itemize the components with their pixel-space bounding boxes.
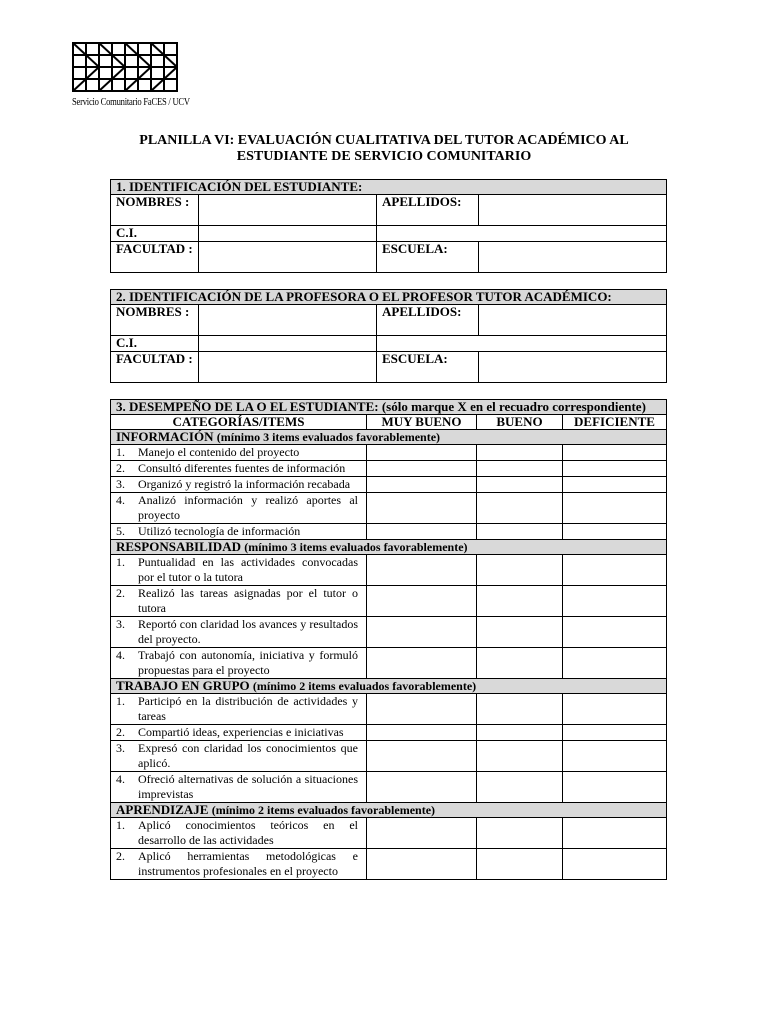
- rating-cell-deficiente[interactable]: [563, 818, 667, 849]
- rating-cell-deficiente[interactable]: [563, 477, 667, 493]
- rating-cell-deficiente[interactable]: [563, 725, 667, 741]
- category-note: (mínimo 3 items evaluados favorablemente): [216, 430, 441, 444]
- evaluation-item-row: [111, 477, 667, 493]
- evaluation-item: [111, 617, 367, 648]
- category-row: [111, 803, 667, 818]
- item-text: Ofreció alternativas de solución a situaciones imprevistas: [138, 772, 358, 801]
- evaluation-item: [111, 461, 367, 477]
- item-number: 2.: [116, 586, 125, 600]
- item-number: 4.: [116, 772, 125, 786]
- evaluation-item: [111, 586, 367, 617]
- rating-cell-muy-bueno[interactable]: [367, 524, 477, 540]
- student-escuela-label: ESCUELA:: [377, 242, 479, 273]
- tutor-ci-label: C.I.: [111, 336, 199, 352]
- section-1-heading: 1. IDENTIFICACIÓN DEL ESTUDIANTE:: [111, 180, 667, 195]
- logo-grid-icon: [72, 42, 178, 94]
- rating-cell-muy-bueno[interactable]: [367, 493, 477, 524]
- evaluation-item: [111, 772, 367, 803]
- student-apellidos-label: APELLIDOS:: [377, 195, 479, 226]
- column-header-muy-bueno: MUY BUENO: [367, 415, 477, 430]
- column-header-categorias: CATEGORÍAS/ITEMS: [111, 415, 367, 430]
- rating-cell-deficiente[interactable]: [563, 648, 667, 679]
- rating-cell-bueno[interactable]: [477, 445, 563, 461]
- tutor-ci-blank: [377, 336, 667, 352]
- tutor-identification-table: [110, 289, 667, 383]
- item-number: 2.: [116, 725, 125, 739]
- tutor-ci-field[interactable]: [199, 336, 377, 352]
- item-number: 2.: [116, 461, 125, 475]
- rating-cell-muy-bueno[interactable]: [367, 477, 477, 493]
- rating-cell-deficiente[interactable]: [563, 741, 667, 772]
- category-name: RESPONSABILIDAD: [116, 539, 241, 554]
- student-ci-field[interactable]: [199, 226, 377, 242]
- rating-cell-muy-bueno[interactable]: [367, 694, 477, 725]
- evaluation-item: [111, 493, 367, 524]
- category-row: [111, 679, 667, 694]
- tutor-escuela-label: ESCUELA:: [377, 352, 479, 383]
- evaluation-item-row: [111, 555, 667, 586]
- rating-cell-deficiente[interactable]: [563, 586, 667, 617]
- evaluation-item: [111, 477, 367, 493]
- rating-cell-deficiente[interactable]: [563, 461, 667, 477]
- column-header-deficiente: DEFICIENTE: [563, 415, 667, 430]
- rating-cell-bueno[interactable]: [477, 555, 563, 586]
- rating-cell-deficiente[interactable]: [563, 524, 667, 540]
- evaluation-item-row: [111, 648, 667, 679]
- tutor-nombres-label: NOMBRES :: [111, 305, 199, 336]
- category-heading: [111, 679, 667, 694]
- category-heading: [111, 803, 667, 818]
- item-text: Trabajó con autonomía, iniciativa y formuló propuestas para el proyecto: [138, 648, 358, 677]
- student-facultad-field[interactable]: [199, 242, 377, 273]
- evaluation-item-row: [111, 694, 667, 725]
- evaluation-item: [111, 849, 367, 880]
- rating-cell-muy-bueno[interactable]: [367, 741, 477, 772]
- student-ci-blank: [377, 226, 667, 242]
- rating-cell-muy-bueno[interactable]: [367, 725, 477, 741]
- evaluation-item: [111, 445, 367, 461]
- rating-cell-bueno[interactable]: [477, 586, 563, 617]
- item-text: Reportó con claridad los avances y resultados del proyecto.: [138, 617, 358, 646]
- rating-cell-muy-bueno[interactable]: [367, 461, 477, 477]
- category-note: (mínimo 2 items evaluados favorablemente): [211, 803, 436, 817]
- evaluation-item: [111, 741, 367, 772]
- rating-cell-deficiente[interactable]: [563, 694, 667, 725]
- tutor-apellidos-field[interactable]: [479, 305, 667, 336]
- category-name: TRABAJO EN GRUPO: [116, 678, 250, 693]
- rating-cell-deficiente[interactable]: [563, 772, 667, 803]
- title-line-1: PLANILLA VI: EVALUACIÓN CUALITATIVA DEL TUTOR ACADÉMICO AL: [139, 133, 629, 148]
- student-nombres-field[interactable]: [199, 195, 377, 226]
- rating-cell-bueno[interactable]: [477, 524, 563, 540]
- category-row: [111, 430, 667, 445]
- category-note: (mínimo 2 items evaluados favorablemente): [252, 679, 477, 693]
- item-number: 3.: [116, 477, 125, 491]
- evaluation-item-row: [111, 725, 667, 741]
- item-text: Utilizó tecnología de información: [138, 524, 301, 538]
- item-number: 3.: [116, 617, 125, 631]
- tutor-facultad-field[interactable]: [199, 352, 377, 383]
- rating-cell-bueno[interactable]: [477, 477, 563, 493]
- evaluation-item-row: [111, 524, 667, 540]
- rating-cell-deficiente[interactable]: [563, 555, 667, 586]
- item-text: Aplicó conocimientos teóricos en el desarrollo de las actividades: [138, 818, 358, 847]
- item-number: 3.: [116, 741, 125, 755]
- category-note: (mínimo 3 items evaluados favorablemente): [244, 540, 468, 554]
- item-number: 5.: [116, 524, 125, 538]
- section-2-heading: 2. IDENTIFICACIÓN DE LA PROFESORA O EL PROFESOR TUTOR ACADÉMICO:: [111, 290, 667, 305]
- rating-cell-muy-bueno[interactable]: [367, 818, 477, 849]
- item-text: Aplicó herramientas metodológicas e instrumentos profesionales en el proyecto: [138, 849, 358, 878]
- rating-cell-muy-bueno[interactable]: [367, 555, 477, 586]
- column-header-bueno: BUENO: [477, 415, 563, 430]
- student-facultad-label: FACULTAD :: [111, 242, 199, 273]
- item-text: Puntualidad en las actividades convocadas por el tutor o la tutora: [138, 555, 358, 584]
- category-heading: [111, 540, 667, 555]
- student-ci-label: C.I.: [111, 226, 199, 242]
- evaluation-item: [111, 524, 367, 540]
- category-name: INFORMACIÓN: [116, 429, 214, 444]
- evaluation-item-row: [111, 617, 667, 648]
- item-text: Expresó con claridad los conocimientos que aplicó.: [138, 741, 358, 770]
- evaluation-item: [111, 555, 367, 586]
- evaluation-item: [111, 694, 367, 725]
- rating-cell-bueno[interactable]: [477, 772, 563, 803]
- evaluation-item-row: [111, 586, 667, 617]
- item-text: Participó en la distribución de actividades y tareas: [138, 694, 358, 723]
- student-escuela-field[interactable]: [479, 242, 667, 273]
- item-number: 1.: [116, 818, 125, 832]
- rating-cell-bueno[interactable]: [477, 617, 563, 648]
- item-number: 4.: [116, 493, 125, 507]
- rating-cell-deficiente[interactable]: [563, 445, 667, 461]
- document-title: [110, 133, 658, 165]
- item-text: Compartió ideas, experiencias e iniciativas: [138, 725, 344, 739]
- rating-cell-bueno[interactable]: [477, 849, 563, 880]
- rating-cell-deficiente[interactable]: [563, 617, 667, 648]
- title-line-2: ESTUDIANTE DE SERVICIO COMUNITARIO: [236, 149, 532, 164]
- item-text: Analizó información y realizó aportes al proyecto: [138, 493, 358, 522]
- rating-cell-bueno[interactable]: [477, 694, 563, 725]
- item-text: Realizó las tareas asignadas por el tutor o tutora: [138, 586, 358, 615]
- rating-cell-bueno[interactable]: [477, 741, 563, 772]
- evaluation-item-row: [111, 461, 667, 477]
- rating-cell-bueno[interactable]: [477, 648, 563, 679]
- category-row: [111, 540, 667, 555]
- item-number: 4.: [116, 648, 125, 662]
- rating-cell-deficiente[interactable]: [563, 493, 667, 524]
- rating-cell-muy-bueno[interactable]: [367, 772, 477, 803]
- category-name: APRENDIZAJE: [116, 802, 209, 817]
- evaluation-item-row: [111, 445, 667, 461]
- item-number: 1.: [116, 555, 125, 569]
- section-3-heading: 3. DESEMPEÑO DE LA O EL ESTUDIANTE: (sólo marque X en el recuadro correspondiente): [111, 400, 667, 415]
- item-number: 1.: [116, 445, 125, 459]
- faces-logo: [72, 42, 178, 94]
- rating-cell-deficiente[interactable]: [563, 849, 667, 880]
- evaluation-item: [111, 725, 367, 741]
- rating-cell-muy-bueno[interactable]: [367, 849, 477, 880]
- rating-cell-muy-bueno[interactable]: [367, 445, 477, 461]
- evaluation-item: [111, 648, 367, 679]
- tutor-facultad-label: FACULTAD :: [111, 352, 199, 383]
- evaluation-item-row: [111, 493, 667, 524]
- item-text: Consultó diferentes fuentes de información: [138, 461, 346, 475]
- performance-table: [110, 399, 667, 880]
- item-text: Organizó y registró la información recabada: [138, 477, 351, 491]
- student-nombres-label: NOMBRES :: [111, 195, 199, 226]
- logo-caption: Servicio Comunitario FaCES / UCV: [72, 96, 190, 108]
- rating-cell-bueno[interactable]: [477, 725, 563, 741]
- tutor-apellidos-label: APELLIDOS:: [377, 305, 479, 336]
- student-apellidos-field[interactable]: [479, 195, 667, 226]
- category-heading: [111, 430, 667, 445]
- item-number: 2.: [116, 849, 125, 863]
- rating-cell-muy-bueno[interactable]: [367, 648, 477, 679]
- student-identification-table: [110, 179, 667, 273]
- rating-cell-muy-bueno[interactable]: [367, 617, 477, 648]
- item-number: 1.: [116, 694, 125, 708]
- evaluation-item-row: [111, 741, 667, 772]
- rating-cell-bueno[interactable]: [477, 461, 563, 477]
- evaluation-item-row: [111, 849, 667, 880]
- rating-cell-muy-bueno[interactable]: [367, 586, 477, 617]
- tutor-escuela-field[interactable]: [479, 352, 667, 383]
- item-text: Manejo el contenido del proyecto: [138, 445, 300, 459]
- rating-cell-bueno[interactable]: [477, 818, 563, 849]
- evaluation-item-row: [111, 818, 667, 849]
- tutor-nombres-field[interactable]: [199, 305, 377, 336]
- rating-cell-bueno[interactable]: [477, 493, 563, 524]
- evaluation-item: [111, 818, 367, 849]
- evaluation-item-row: [111, 772, 667, 803]
